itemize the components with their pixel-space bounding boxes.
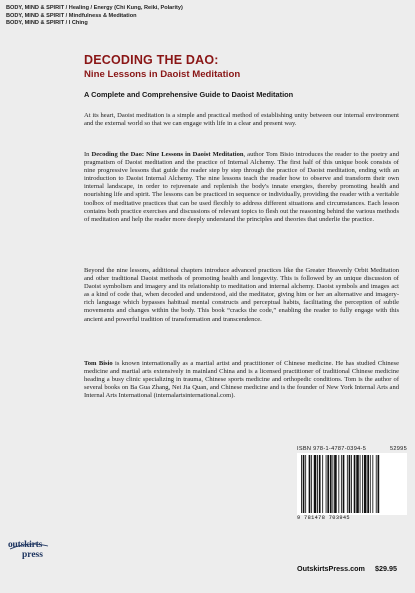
author-bio-body: is known internationally as a martial artist and practitioner of Chinese medicine. He has studied Chinese medicine and martial arts extensively in mainland China and is a licensed practitioner of traditional Chinese medicine heading a busy clinic specializing in trauma, Chinese sports medicine and orthopedic conditions. Tom is the author of several books on Ba Gua Zhang, Nei Jia Quan, and Chinese medicine and is the founder of New York Internal Arts and Internal Arts International (internalartsinternational.com).: [84, 360, 399, 400]
category-line: BODY, MIND & SPIRIT / Mindfulness & Meditation: [6, 12, 137, 19]
price-code: 52995: [389, 446, 407, 452]
publisher-website: OutskirtsPress.com: [297, 564, 365, 573]
description-paragraph: [84, 151, 399, 224]
logo-text-outskirts: outskirts: [8, 540, 43, 550]
isbn-label: ISBN 978-1-4787-0394-5: [297, 446, 367, 452]
description-book-title: Decoding the Dao: Nine Lessons in Daoist Meditation: [91, 151, 244, 158]
author-name: Tom Bisio: [84, 360, 113, 367]
book-tagline: A Complete and Comprehensive Guide to Daoist Meditation: [84, 90, 294, 99]
advanced-practices-paragraph: Beyond the nine lessons, additional chapters introduce advanced practices like the Greater Heavenly Orbit Meditation and other traditional Daoist methods of promoting health and longevity. This is followed by an unique discussion of Daoist symbolism and imagery and its relationship to meditation and internal alchemy. Daoist symbols and images act as a kind of code that, when decoded and understood, aid the meditator, giving him or her an alternative and imagery-rich language which bypasses habitual mental constructs and perceptual habits, facilitating the perception of subtle movements and changes within the body. This book “cracks the code,” enabling the reader to fully engage with this ancient and powerful tradition of transformation and transcendence.: [84, 267, 399, 323]
category-line: BODY, MIND & SPIRIT / I Ching: [6, 20, 88, 26]
barcode: [297, 453, 407, 515]
isbn-row: [297, 446, 407, 452]
category-line: BODY, MIND & SPIRIT / Healing / Energy (Chi Kung, Reiki, Polarity): [6, 5, 183, 11]
retail-price: $29.95: [375, 564, 397, 573]
description-body: , author Tom Bisio introduces the reader to the poetry and pragmatism of Daoist meditation and the practice of Internal Alchemy. The first half of this unique book consists of nine progressive lessons that guide the reader step by step through the practice of Daoist meditation, ending with an introduction to Daoist Internal Alchemy. The nine lessons teach the reader how to observe and transform their own internal landscape, in order to rejuvenate and replenish the body's innate energies, thereby promoting health and nourishing life and spirit. The lessons can be practiced in sequence or individually, providing the reader with a veritable toolbox of meditative practices that can be used flexibly to address different situations and circumstances. Each lesson contains both practice exercises and discussions of relevant topics to flesh out the reasoning behind the various methods of meditation and help the reader more deeply understand the principles and theories that underlie the practice.: [84, 151, 400, 223]
barcode-digits: 9 781478 703945: [297, 515, 350, 521]
bisac-categories: [6, 5, 183, 28]
book-title: DECODING THE DAO:: [84, 53, 219, 67]
author-bio-paragraph: [84, 360, 399, 400]
book-subtitle: Nine Lessons in Daoist Meditation: [84, 69, 241, 80]
logo-text-press: press: [22, 550, 43, 560]
intro-paragraph: At its heart, Daoist meditation is a simple and practical method of establishing unity between our internal environment and the external world so that we can engage with life in a clear and present way.: [84, 112, 399, 128]
publisher-logo: [8, 540, 52, 562]
description-lead: In: [84, 151, 92, 158]
barcode-block: [295, 446, 408, 559]
barcode-icon: [297, 453, 407, 515]
